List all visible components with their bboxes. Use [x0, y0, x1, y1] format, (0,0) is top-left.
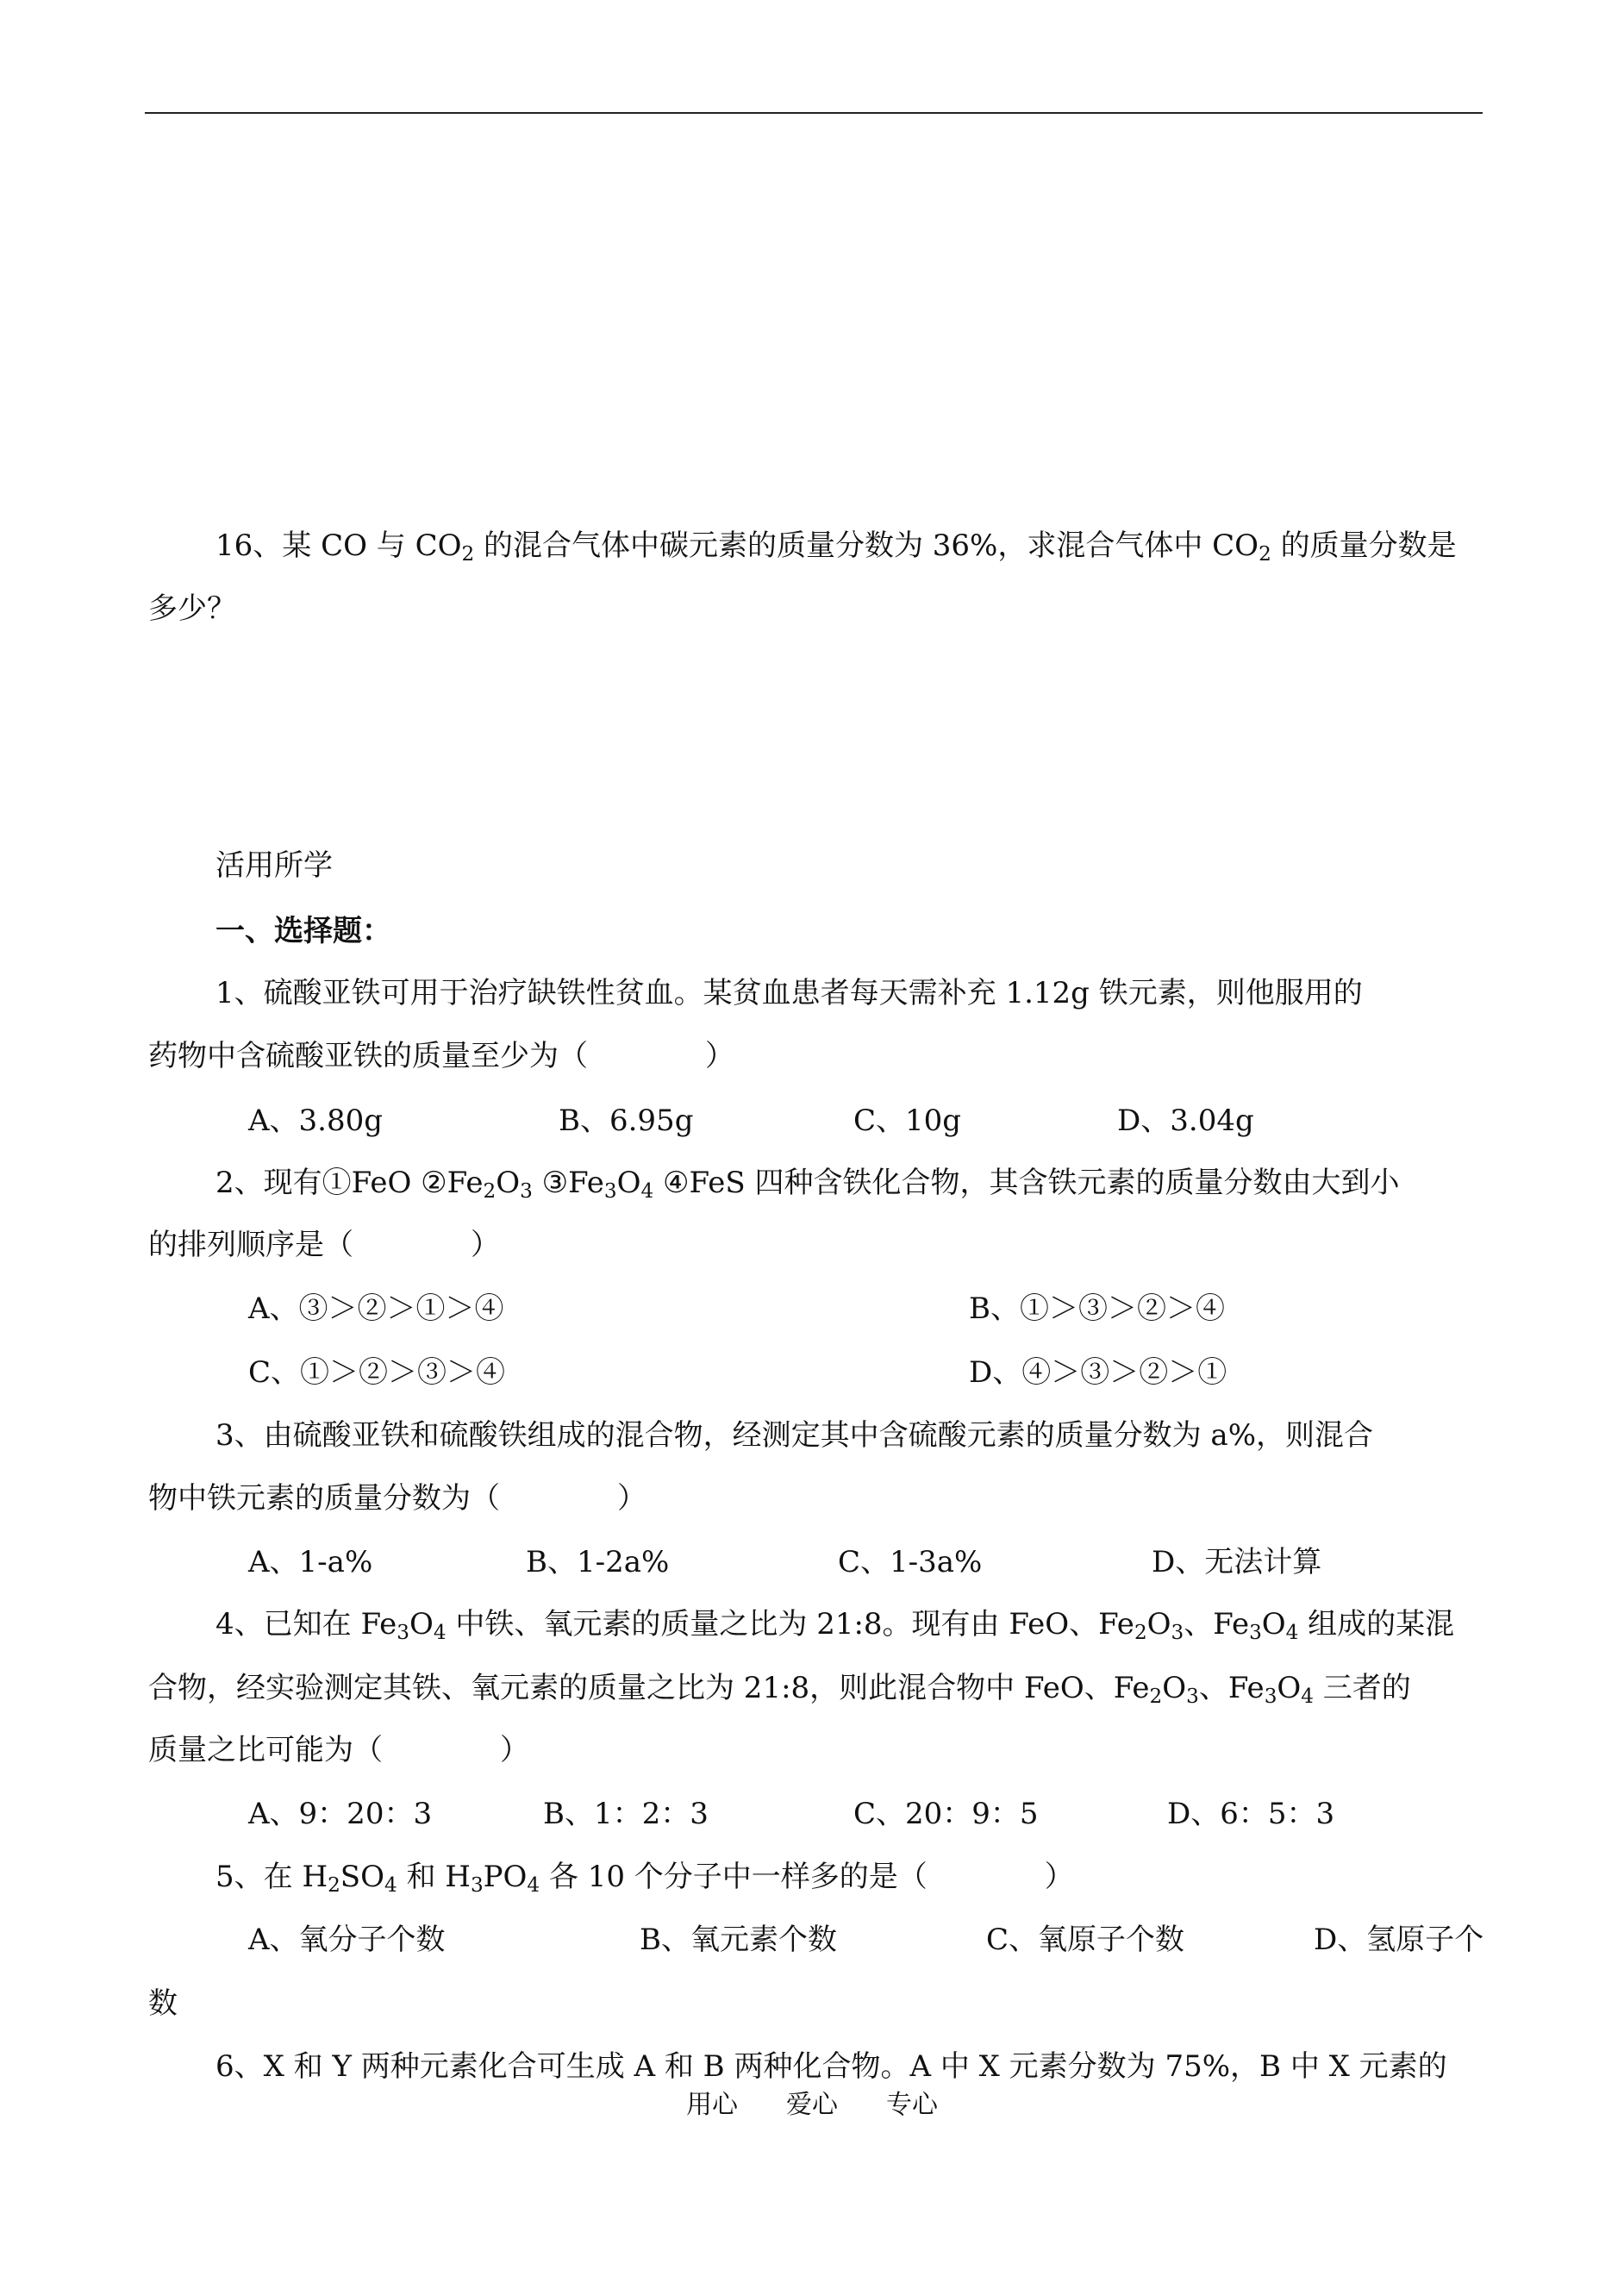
- q1-option-c: C、10g: [853, 1104, 962, 1138]
- q5-option-d: D、氢原子个: [1314, 1923, 1484, 1957]
- footer-text-2: 爱心: [786, 2090, 838, 2120]
- q3-option-c: C、1-3a%: [838, 1545, 983, 1579]
- q5-option-d-wrap: 数: [148, 1986, 178, 2021]
- q3-line2: 物中铁元素的质量分数为（ ）: [148, 1481, 646, 1516]
- q4-option-c: C、20：9：5: [853, 1797, 1039, 1831]
- q2-option-a: A、③＞②＞①＞④: [248, 1291, 504, 1326]
- footer-text-1: 用心: [686, 2090, 738, 2120]
- page-footer: [0, 2088, 1624, 2123]
- section-title: 活用所学: [215, 848, 333, 883]
- q2-option-c: C、①＞②＞③＞④: [248, 1355, 506, 1390]
- q4-option-b: B、1：2：3: [543, 1797, 709, 1831]
- q1-option-d: D、3.04g: [1117, 1104, 1254, 1138]
- footer-text-3: 专心: [886, 2090, 938, 2120]
- q16-line2: 多少？: [148, 591, 236, 626]
- part-title: 一、选择题：: [215, 914, 391, 948]
- q5-option-a: A、氧分子个数: [248, 1923, 446, 1957]
- header-rule: [145, 112, 1483, 114]
- q2-line1: 2、现有①FeO $②Fe_2O_3$ $③Fe_3O_4$ ④FeS 四种含铁化合物，其含铁元素的质量分数由大到小: [215, 1166, 1400, 1203]
- q4-line3: 质量之比可能为（ ）: [148, 1733, 529, 1767]
- q5-option-b: B、氧元素个数: [640, 1923, 837, 1957]
- q1-option-b: B、6.95g: [559, 1104, 694, 1138]
- q2-option-b: B、①＞③＞②＞④: [969, 1291, 1225, 1326]
- q1-line1: 1、硫酸亚铁可用于治疗缺铁性贫血。某贫血患者每天需补充 1.12g 铁元素，则他服用的: [215, 976, 1363, 1010]
- q2-option-d: D、④＞③＞②＞①: [969, 1355, 1227, 1390]
- q1-line2: 药物中含硫酸亚铁的质量至少为（ ）: [148, 1039, 734, 1073]
- q3-line1: 3、由硫酸亚铁和硫酸铁组成的混合物，经测定其中含硫酸元素的质量分数为 a%，则混合: [215, 1418, 1374, 1453]
- q2-line2: 的排列顺序是（ ）: [148, 1228, 500, 1262]
- q4-line2: 合物，经实验测定其铁、氧元素的质量之比为 21:8，则此混合物中 FeO、$Fe_2O_3$、$Fe_3O_4$ 三者的: [148, 1671, 1411, 1708]
- q6-line1: 6、X 和 Y 两种元素化合可生成 A 和 B 两种化合物。A 中 X 元素分数为 75%，B 中 X 元素的: [215, 2049, 1447, 2084]
- q4-option-d: D、6：5：3: [1167, 1797, 1335, 1831]
- q4-line1: 4、已知在 $Fe_3O_4$ 中铁、氧元素的质量之比为 21:8。现有由 FeO、$Fe_2O_3$、$Fe_3O_4$ 组成的某混: [215, 1607, 1455, 1644]
- q3-option-d: D、无法计算: [1152, 1545, 1322, 1579]
- q5-line1: 5、在 $H_2SO_4$ 和 $H_3PO_4$ 各 10 个分子中一样多的是（ ）: [215, 1860, 1074, 1897]
- q5-option-c: C、氧原子个数: [986, 1923, 1185, 1957]
- q4-option-a: A、9：20：3: [248, 1797, 433, 1831]
- q1-option-a: A、3.80g: [248, 1104, 384, 1138]
- q16-line1: 16、某 CO 与 $CO_2$ 的混合气体中碳元素的质量分数为 36%，求混合气体中 $CO_2$ 的质量分数是: [215, 528, 1457, 566]
- q3-option-a: A、1-a%: [248, 1545, 373, 1579]
- q3-option-b: B、1-2a%: [526, 1545, 670, 1579]
